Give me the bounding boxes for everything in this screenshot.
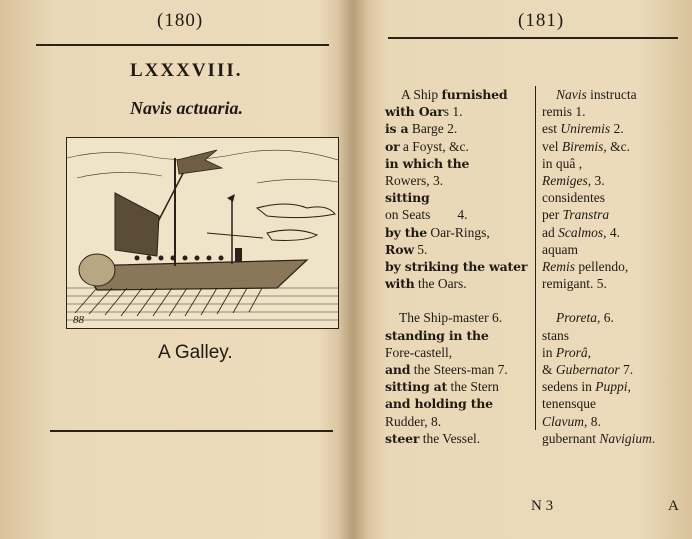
chapter-number: LXXXVIII.: [130, 60, 243, 81]
english-line: Row 5.: [385, 241, 428, 257]
english-line: sitting: [385, 190, 430, 206]
english-line: The Ship-master 6.: [399, 310, 503, 326]
english-line: with the Oars.: [385, 276, 467, 292]
right-page-number: (181): [518, 10, 565, 31]
figure-number: 88: [73, 314, 84, 326]
english-line: A Ship furnished: [401, 87, 508, 102]
right-header-rule: [388, 37, 678, 39]
latin-line: [542, 292, 692, 309]
english-line: on Seats 4.: [385, 207, 468, 223]
latin-line: est Uniremis 2.: [542, 121, 624, 137]
english-line: sitting at the Stern: [385, 379, 499, 395]
latin-line: & Gubernator 7.: [542, 362, 634, 377]
galley-illustration: [66, 137, 339, 329]
english-line: Rudder, 8.: [385, 413, 442, 429]
latin-line: tenensque: [542, 396, 596, 412]
english-line: by the Oar-Rings,: [385, 224, 490, 240]
english-line: or a Foyst, &c.: [385, 138, 469, 154]
english-line: with Oars 1.: [385, 104, 463, 120]
left-header-rule: [36, 44, 329, 46]
catchword: A: [668, 498, 679, 514]
english-line: standing in the: [385, 327, 489, 343]
latin-line: Proreta, 6.: [556, 310, 614, 326]
column-divider: [535, 86, 536, 430]
latin-line: stans: [542, 327, 569, 343]
latin-line: in quâ ,: [542, 155, 583, 171]
latin-line: Clavum, 8.: [542, 413, 601, 429]
latin-line: Navis instructa: [556, 87, 637, 102]
latin-line: sedens in Puppi,: [542, 379, 631, 395]
left-page-number: (180): [157, 10, 204, 31]
latin-line: aquam: [542, 241, 578, 257]
english-line: Rowers, 3.: [385, 172, 444, 188]
english-line: Fore-castell,: [385, 344, 453, 360]
figure-caption: A Galley.: [158, 342, 233, 363]
latin-line: per Transtra: [542, 207, 610, 223]
latin-title: Navis actuaria.: [130, 98, 244, 118]
latin-line: remis 1.: [542, 104, 586, 120]
english-line: by striking the water: [385, 258, 528, 274]
english-column: [385, 86, 535, 447]
book-gutter: [338, 0, 368, 539]
latin-line: vel Biremis, &c.: [542, 138, 630, 154]
english-line: [385, 292, 535, 309]
english-line: steer the Vessel.: [385, 430, 481, 446]
signature-mark: N 3: [531, 498, 554, 514]
galley-engraving: [67, 138, 338, 328]
latin-line: Remis pellendo,: [542, 258, 629, 274]
latin-line: gubernant Navigium.: [542, 430, 656, 446]
latin-line: Remiges, 3.: [542, 172, 605, 188]
latin-line: remigant. 5.: [542, 276, 607, 292]
english-line: is a Barge 2.: [385, 121, 458, 137]
english-line: in which the: [385, 155, 470, 171]
latin-line: ad Scalmos, 4.: [542, 224, 620, 240]
latin-line: considentes: [542, 190, 605, 206]
latin-column: [542, 86, 692, 447]
english-line: and holding the: [385, 396, 493, 412]
latin-line: in Prorâ,: [542, 344, 592, 360]
left-footer-rule: [50, 430, 333, 432]
english-line: and the Steers-man 7.: [385, 362, 508, 377]
